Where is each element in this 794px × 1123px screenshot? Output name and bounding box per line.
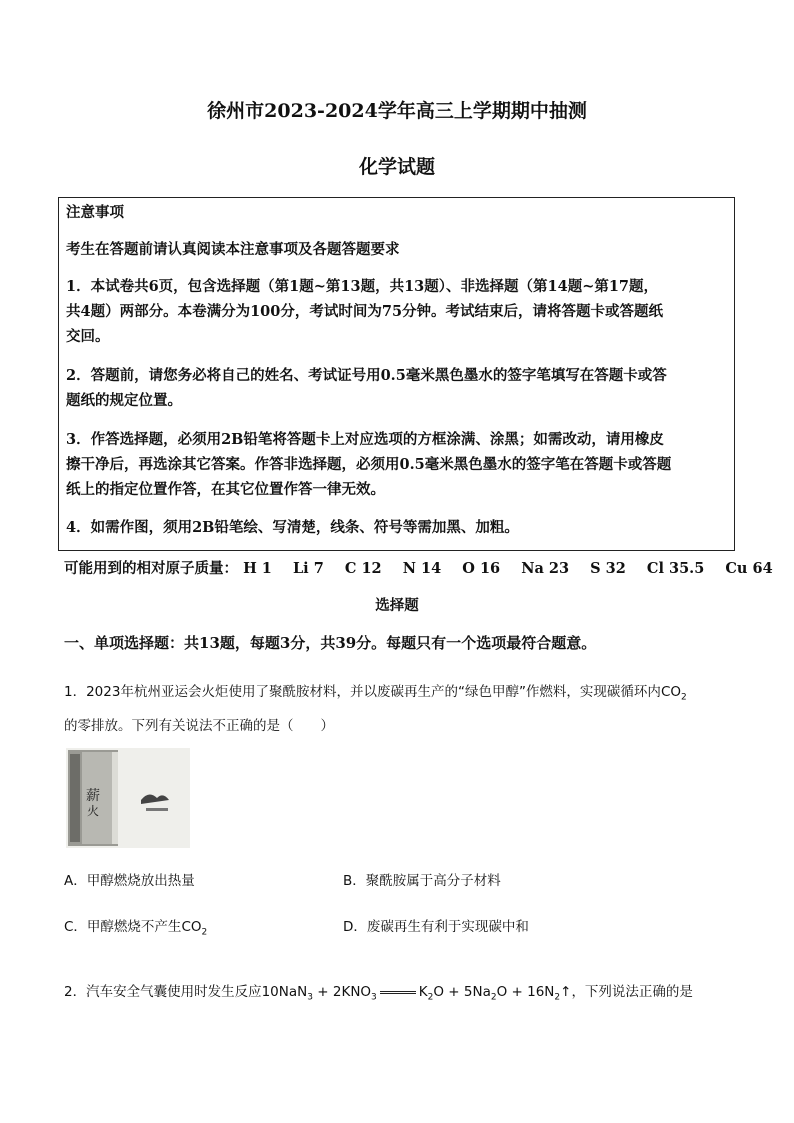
reactant-1: 10NaN <box>261 984 308 1000</box>
reactant-2: + 2KNO <box>312 984 372 1000</box>
co2-formula: CO <box>660 684 681 700</box>
question-2-stem <box>64 980 693 1003</box>
question-1-option-a: A．甲醇燃烧放出热量 <box>64 873 195 889</box>
torch-photo <box>66 748 190 848</box>
notice-intro: 考生在答题前请认真阅读本注意事项及各题答题要求 <box>66 241 400 258</box>
atomic-mass-item: Cu 64 <box>725 560 773 577</box>
svg-text:薪: 薪 <box>86 788 100 804</box>
notice-line: 纸上的指定位置作答，在其它位置作答一律无效。 <box>66 481 385 498</box>
question-2-suffix: ，下列说法正确的是 <box>571 984 693 1000</box>
question-1-stem <box>64 680 687 703</box>
notice-line: 交回。 <box>66 328 110 345</box>
option-c-text: C．甲醇燃烧不产生 <box>64 919 182 935</box>
atomic-mass-item: N 14 <box>402 560 442 577</box>
notice-line: 2．答题前，请您务必将自己的姓名、考试证号用0.5毫米黑色墨水的签字笔填写在答题卡或答 <box>66 367 667 384</box>
section-title: 选择题 <box>375 597 419 614</box>
reaction-equals-sign <box>380 991 416 994</box>
notice-line: 1．本试卷共6页，包含选择题（第1题~第13题，共13题）、非选择题（第14题~第17题， <box>66 278 659 295</box>
notice-line: 共4题）两部分。本卷满分为100分，考试时间为75分钟。考试结束后，请将答题卡或答题纸 <box>66 303 664 320</box>
section-instructions: 一、单项选择题：共13题，每题3分，共39分。每题只有一个选项最符合题意。 <box>64 634 597 652</box>
question-1-option-d: D．废碳再生有利于实现碳中和 <box>343 919 529 935</box>
atomic-mass-item: Li 7 <box>292 560 324 577</box>
exam-subtitle: 化学试题 <box>358 156 435 178</box>
co2-subscript: 2 <box>681 692 687 703</box>
question-1-option-b: B．聚酰胺属于高分子材料 <box>343 873 501 889</box>
notice-line: 4．如需作图，须用2B铅笔绘、写清楚，线条、符号等需加黑、加粗。 <box>66 519 519 536</box>
atomic-mass-item: H 1 <box>243 560 272 577</box>
atomic-mass-item: Na 23 <box>521 560 570 577</box>
product-1: K <box>418 984 428 1000</box>
product-3-subscript: 2 <box>554 992 561 1003</box>
product-1-subscript: 2 <box>427 992 434 1003</box>
product-2: O + 5Na <box>433 984 491 1000</box>
reactant-1-subscript: 3 <box>307 992 313 1003</box>
reactant-2-subscript: 3 <box>371 992 377 1003</box>
option-c-formula: CO <box>181 919 202 935</box>
notice-line: 擦干净后，再选涂其它答案。作答非选择题，必须用0.5毫米黑色墨水的签字笔在答题卡或答题 <box>66 456 672 473</box>
svg-text:火: 火 <box>87 804 100 818</box>
notice-line: 3．作答选择题，必须用2B铅笔将答题卡上对应选项的方框涂满、涂黑；如需改动，请用橡皮 <box>66 431 664 448</box>
question-1-text-line2: 的零排放。下列有关说法不正确的是（ ） <box>64 718 334 734</box>
atomic-mass-item: Cl 35.5 <box>646 560 705 577</box>
atomic-mass-item: C 12 <box>344 560 382 577</box>
atomic-masses <box>64 557 789 578</box>
torch-photo-illustration <box>66 748 190 848</box>
atomic-mass-item: S 32 <box>590 560 626 577</box>
notice-heading: 注意事项 <box>66 204 124 221</box>
atomic-masses-label: 可能用到的相对原子质量： <box>64 560 238 577</box>
notice-line: 题纸的规定位置。 <box>66 392 182 409</box>
question-2-prefix: 2．汽车安全气囊使用时发生反应 <box>64 984 262 1000</box>
exam-title: 徐州市2023-2024学年高三上学期期中抽测 <box>207 100 587 122</box>
gas-arrow-icon: ↑ <box>560 984 572 1000</box>
atomic-mass-item: O 16 <box>462 560 501 577</box>
product-3: O + 16N <box>496 984 555 1000</box>
question-1-text: 1．2023年杭州亚运会火炬使用了聚酰胺材料，并以废碳再生产的“绿色甲醇”作燃料，实现碳循环内 <box>64 684 661 700</box>
notice-box <box>58 197 735 551</box>
option-c-subscript: 2 <box>201 927 208 938</box>
product-2-subscript: 2 <box>490 992 497 1003</box>
question-1-option-c <box>64 915 207 938</box>
